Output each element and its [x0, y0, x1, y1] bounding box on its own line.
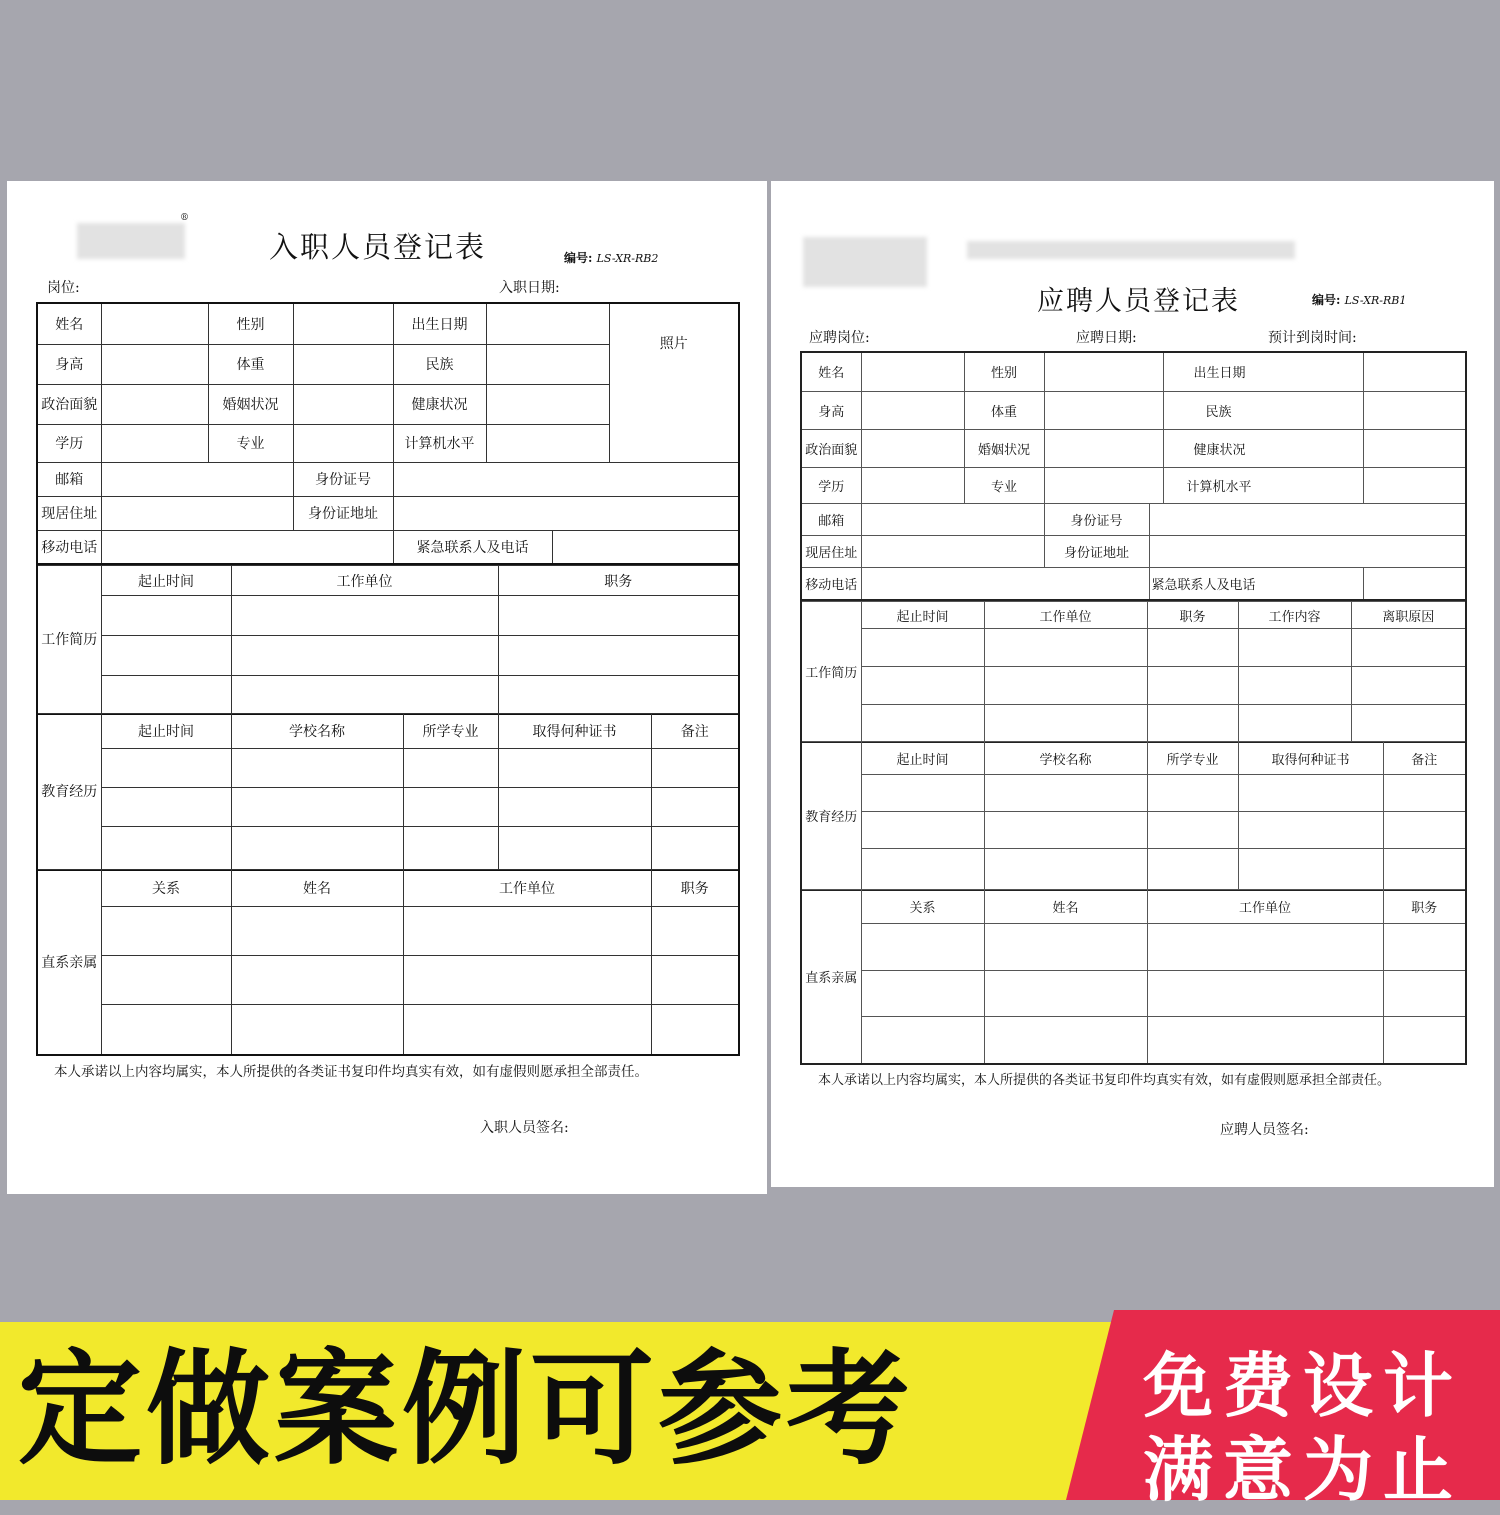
- field-marital[interactable]: [1044, 429, 1163, 467]
- edu-header-major: 所学专业: [403, 714, 498, 749]
- field-ethnicity[interactable]: [486, 344, 609, 384]
- table-cell[interactable]: [101, 596, 231, 636]
- field-email[interactable]: [861, 503, 1044, 535]
- table-cell[interactable]: [651, 827, 739, 870]
- field-emergency[interactable]: [1363, 567, 1466, 600]
- signature-label: 入职人员签名:: [480, 1120, 569, 1136]
- field-id-address[interactable]: [393, 496, 739, 530]
- label-name: 姓名: [37, 303, 101, 344]
- table-cell[interactable]: [1238, 629, 1351, 667]
- label-id-address: 身份证地址: [1044, 535, 1149, 567]
- banner-free-design: 免费设计: [1143, 1345, 1463, 1427]
- table-cell[interactable]: [984, 924, 1147, 971]
- registered-mark: ®: [180, 213, 189, 223]
- post-label: 岗位:: [47, 280, 80, 296]
- edu-header-period: 起止时间: [861, 742, 984, 775]
- work-header-company: 工作单位: [984, 602, 1147, 629]
- form-code-label: 编号:: [1312, 293, 1341, 307]
- field-major[interactable]: [1044, 467, 1163, 503]
- table-cell[interactable]: [1147, 812, 1238, 849]
- field-id-no[interactable]: [1149, 503, 1466, 535]
- table-cell[interactable]: [498, 827, 651, 870]
- label-address: 现居住址: [37, 496, 101, 530]
- table-cell[interactable]: [651, 956, 739, 1005]
- table-cell[interactable]: [984, 705, 1147, 742]
- table-cell[interactable]: [861, 1017, 984, 1064]
- photo-box[interactable]: 照片: [609, 303, 739, 462]
- label-id-address: 身份证地址: [293, 496, 393, 530]
- company-logo-blurred: [803, 237, 927, 287]
- label-weight: 体重: [208, 344, 293, 384]
- table-cell[interactable]: [1147, 924, 1383, 971]
- field-education[interactable]: [101, 424, 208, 462]
- edu-header-school: 学校名称: [231, 714, 403, 749]
- table-cell[interactable]: [1238, 705, 1351, 742]
- section-family: 直系亲属: [801, 890, 861, 1064]
- basic-info-table: [800, 351, 1467, 601]
- label-mobile: 移动电话: [801, 567, 861, 600]
- table-cell[interactable]: [1383, 1017, 1466, 1064]
- table-cell[interactable]: [651, 788, 739, 827]
- table-cell[interactable]: [403, 907, 651, 956]
- table-cell[interactable]: [101, 956, 231, 1005]
- table-cell[interactable]: [984, 812, 1147, 849]
- label-ethnicity: 民族: [393, 344, 486, 384]
- family-header-relation: 关系: [861, 890, 984, 924]
- form-code-value: LS-XR-RB1: [1344, 294, 1407, 307]
- applied-post-label: 应聘岗位:: [809, 330, 870, 346]
- family-table: [800, 889, 1467, 1065]
- field-height[interactable]: [861, 391, 964, 429]
- table-cell[interactable]: [498, 749, 651, 788]
- label-address: 现居住址: [801, 535, 861, 567]
- field-mobile[interactable]: [101, 530, 393, 564]
- form-code-value: LS-XR-RB2: [596, 252, 659, 265]
- table-cell[interactable]: [1383, 812, 1466, 849]
- table-cell[interactable]: [651, 1005, 739, 1055]
- table-cell[interactable]: [651, 749, 739, 788]
- table-cell[interactable]: [403, 749, 498, 788]
- table-cell[interactable]: [231, 956, 403, 1005]
- label-mobile: 移动电话: [37, 530, 101, 564]
- family-header-name: 姓名: [231, 870, 403, 907]
- field-mobile[interactable]: [861, 567, 1149, 600]
- field-id-address[interactable]: [1149, 535, 1466, 567]
- section-education: 教育经历: [37, 714, 101, 870]
- table-cell[interactable]: [861, 775, 984, 812]
- form-code-label: 编号:: [564, 251, 593, 265]
- table-cell[interactable]: [101, 749, 231, 788]
- table-cell[interactable]: [984, 1017, 1147, 1064]
- family-header-company: 工作单位: [1147, 890, 1383, 924]
- field-politics[interactable]: [101, 384, 208, 424]
- label-email: 邮箱: [37, 462, 101, 496]
- field-id-no[interactable]: [393, 462, 739, 496]
- work-header-content: 工作内容: [1238, 602, 1351, 629]
- section-family: 直系亲属: [37, 870, 101, 1055]
- field-politics[interactable]: [861, 429, 964, 467]
- section-education: 教育经历: [801, 742, 861, 890]
- field-name[interactable]: [861, 352, 964, 391]
- label-name: 姓名: [801, 352, 861, 391]
- field-address[interactable]: [861, 535, 1044, 567]
- label-emergency: 紧急联系人及电话: [1149, 567, 1363, 600]
- table-cell[interactable]: [1383, 971, 1466, 1017]
- edu-header-certificate: 取得何种证书: [498, 714, 651, 749]
- table-cell[interactable]: [651, 907, 739, 956]
- field-weight[interactable]: [1044, 391, 1163, 429]
- table-cell[interactable]: [1351, 629, 1466, 667]
- table-cell[interactable]: [231, 907, 403, 956]
- table-cell[interactable]: [498, 788, 651, 827]
- field-birth[interactable]: [486, 303, 609, 344]
- table-cell[interactable]: [984, 775, 1147, 812]
- table-cell[interactable]: [1351, 667, 1466, 705]
- field-weight[interactable]: [293, 344, 393, 384]
- field-name[interactable]: [101, 303, 208, 344]
- table-cell[interactable]: [1147, 667, 1238, 705]
- table-cell[interactable]: [1238, 849, 1383, 890]
- table-cell[interactable]: [101, 788, 231, 827]
- entry-date-label: 入职日期:: [499, 280, 560, 296]
- label-gender: 性别: [208, 303, 293, 344]
- apply-date-label: 应聘日期:: [1076, 330, 1137, 346]
- label-email: 邮箱: [801, 503, 861, 535]
- banner-main-slogan: 定做案例可参考: [18, 1338, 915, 1482]
- table-cell[interactable]: [861, 849, 984, 890]
- banner-satisfaction: 满意为止: [1143, 1429, 1463, 1511]
- table-cell[interactable]: [1147, 629, 1238, 667]
- table-cell[interactable]: [861, 812, 984, 849]
- work-header-reason: 离职原因: [1351, 602, 1466, 629]
- table-cell[interactable]: [231, 636, 498, 676]
- field-height[interactable]: [101, 344, 208, 384]
- table-cell[interactable]: [1238, 667, 1351, 705]
- field-education[interactable]: [861, 467, 964, 503]
- work-header-period: 起止时间: [861, 602, 984, 629]
- pledge-statement: 本人承诺以上内容均属实，本人所提供的各类证书复印件均真实有效，如有虚假则愿承担全部责任。: [54, 1064, 648, 1080]
- table-cell[interactable]: [403, 1005, 651, 1055]
- section-work: 工作简历: [801, 602, 861, 742]
- label-computer: 计算机水平: [1163, 467, 1363, 503]
- table-cell[interactable]: [1147, 849, 1238, 890]
- label-politics: 政治面貌: [801, 429, 861, 467]
- field-gender[interactable]: [293, 303, 393, 344]
- table-cell[interactable]: [984, 971, 1147, 1017]
- table-cell[interactable]: [101, 1005, 231, 1055]
- edu-header-remark: 备注: [651, 714, 739, 749]
- table-cell[interactable]: [1238, 812, 1383, 849]
- label-politics: 政治面貌: [37, 384, 101, 424]
- table-cell[interactable]: [403, 788, 498, 827]
- form-title: 入职人员登记表: [269, 230, 487, 264]
- family-header-name: 姓名: [984, 890, 1147, 924]
- field-email[interactable]: [101, 462, 293, 496]
- form-title: 应聘人员登记表: [1037, 286, 1240, 317]
- table-cell[interactable]: [231, 1005, 403, 1055]
- table-cell[interactable]: [861, 667, 984, 705]
- field-emergency[interactable]: [552, 530, 739, 564]
- form-code: [1312, 291, 1406, 308]
- edu-header-school: 学校名称: [984, 742, 1147, 775]
- label-height: 身高: [37, 344, 101, 384]
- edu-header-major: 所学专业: [1147, 742, 1238, 775]
- field-address[interactable]: [101, 496, 293, 530]
- education-table: [800, 741, 1467, 891]
- field-marital[interactable]: [293, 384, 393, 424]
- family-header-position: 职务: [1383, 890, 1466, 924]
- label-marital: 婚姻状况: [964, 429, 1044, 467]
- table-cell[interactable]: [101, 676, 231, 714]
- family-header-relation: 关系: [101, 870, 231, 907]
- table-cell[interactable]: [1147, 971, 1383, 1017]
- work-header-period: 起止时间: [101, 566, 231, 596]
- table-cell[interactable]: [1383, 849, 1466, 890]
- signature-label: 应聘人员签名:: [1220, 1122, 1309, 1138]
- table-cell[interactable]: [231, 749, 403, 788]
- field-major[interactable]: [293, 424, 393, 462]
- table-cell[interactable]: [1383, 775, 1466, 812]
- table-cell[interactable]: [101, 636, 231, 676]
- table-cell[interactable]: [101, 907, 231, 956]
- label-gender: 性别: [964, 352, 1044, 391]
- pledge-statement: 本人承诺以上内容均属实，本人所提供的各类证书复印件均真实有效，如有虚假则愿承担全部责任。: [818, 1073, 1391, 1088]
- education-table: [36, 713, 740, 871]
- table-cell[interactable]: [101, 827, 231, 870]
- table-cell[interactable]: [403, 827, 498, 870]
- table-cell[interactable]: [1383, 924, 1466, 971]
- table-cell[interactable]: [231, 788, 403, 827]
- table-cell[interactable]: [1351, 705, 1466, 742]
- field-ethnicity[interactable]: [1363, 391, 1466, 429]
- field-computer[interactable]: [1363, 467, 1466, 503]
- label-emergency: 紧急联系人及电话: [393, 530, 552, 564]
- family-header-company: 工作单位: [403, 870, 651, 907]
- work-header-company: 工作单位: [231, 566, 498, 596]
- table-cell[interactable]: [984, 849, 1147, 890]
- family-table: [36, 869, 740, 1056]
- section-work: 工作简历: [37, 566, 101, 714]
- label-computer: 计算机水平: [393, 424, 486, 462]
- label-birth: 出生日期: [393, 303, 486, 344]
- field-birth[interactable]: [1363, 352, 1466, 391]
- edu-header-remark: 备注: [1383, 742, 1466, 775]
- table-cell[interactable]: [861, 924, 984, 971]
- left-form-sheet: [7, 181, 767, 1194]
- table-cell[interactable]: [231, 596, 498, 636]
- label-major: 专业: [208, 424, 293, 462]
- table-cell[interactable]: [1147, 1017, 1383, 1064]
- label-health: 健康状况: [393, 384, 486, 424]
- table-cell[interactable]: [231, 827, 403, 870]
- company-name-blurred: [967, 241, 1295, 259]
- field-health[interactable]: [486, 384, 609, 424]
- table-cell[interactable]: [861, 705, 984, 742]
- table-cell[interactable]: [403, 956, 651, 1005]
- table-cell[interactable]: [1238, 775, 1383, 812]
- edu-header-period: 起止时间: [101, 714, 231, 749]
- edu-header-certificate: 取得何种证书: [1238, 742, 1383, 775]
- family-header-position: 职务: [651, 870, 739, 907]
- table-cell[interactable]: [984, 629, 1147, 667]
- label-education: 学历: [801, 467, 861, 503]
- work-header-position: 职务: [498, 566, 739, 596]
- work-history-table: [800, 601, 1467, 743]
- label-health: 健康状况: [1163, 429, 1363, 467]
- work-header-position: 职务: [1147, 602, 1238, 629]
- table-cell[interactable]: [231, 676, 498, 714]
- label-weight: 体重: [964, 391, 1044, 429]
- work-history-table: [36, 565, 740, 715]
- basic-info-table: [36, 302, 740, 565]
- field-health[interactable]: [1363, 429, 1466, 467]
- table-cell[interactable]: [1147, 705, 1238, 742]
- label-education: 学历: [37, 424, 101, 462]
- table-cell[interactable]: [984, 667, 1147, 705]
- label-id-no: 身份证号: [1044, 503, 1149, 535]
- label-height: 身高: [801, 391, 861, 429]
- arrival-time-label: 预计到岗时间:: [1268, 330, 1357, 346]
- table-cell[interactable]: [861, 629, 984, 667]
- field-gender[interactable]: [1044, 352, 1163, 391]
- label-marital: 婚姻状况: [208, 384, 293, 424]
- label-birth: 出生日期: [1163, 352, 1363, 391]
- label-ethnicity: 民族: [1163, 391, 1363, 429]
- table-cell[interactable]: [1147, 775, 1238, 812]
- table-cell[interactable]: [861, 971, 984, 1017]
- table-cell[interactable]: [498, 676, 739, 714]
- table-cell[interactable]: [498, 636, 739, 676]
- label-id-no: 身份证号: [293, 462, 393, 496]
- right-form-sheet: [771, 181, 1494, 1187]
- form-code: [564, 249, 658, 266]
- company-logo-blurred: [77, 223, 185, 259]
- label-major: 专业: [964, 467, 1044, 503]
- field-computer[interactable]: [486, 424, 609, 462]
- table-cell[interactable]: [498, 596, 739, 636]
